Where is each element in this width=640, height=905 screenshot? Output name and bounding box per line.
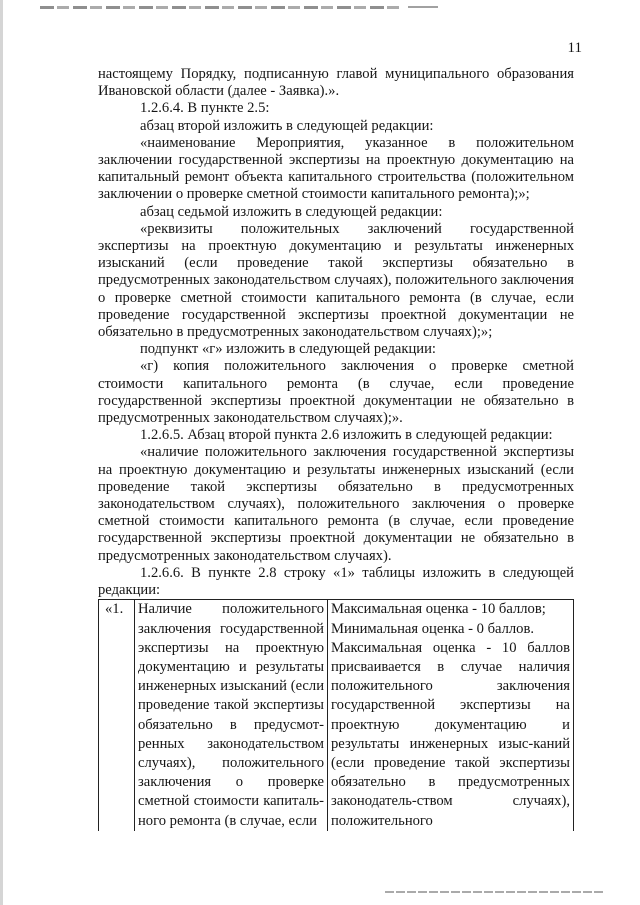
paragraph: настоящему Порядку, подписанную главой муниципального образования Ивановской области (далее - Заявка).». [98, 66, 574, 100]
paragraph: 1.2.6.6. В пункте 2.8 строку «1» таблицы изложить в следующей редакции: [98, 564, 574, 599]
paragraph: абзац второй изложить в следующей редакции: [140, 117, 434, 134]
row-number: «1. [99, 600, 135, 831]
score-min: Минимальная оценка - 0 баллов. [331, 620, 535, 637]
paragraph: 1.2.6.5. Абзац второй пункта 2.6 изложить в следующей редакции: [140, 427, 553, 444]
score-max: Максимальная оценка - 10 баллов; [331, 601, 546, 618]
paragraph: «наименование Мероприятия, указанное в положительном заключении государственной экспертизы на проектную документацию на капитальный ремонт объекта капитального строительства (положительном заключении о проверке сметной стоимости капитального ремонта);»; [98, 134, 574, 203]
paragraph: «г) копия положительного заключения о проверке сметной стоимости капитального ремонта (в случае, если проведение государственной экспертизы проектной документации не обязательно в предусмотренных законодательством случаях);». [98, 358, 574, 427]
paragraph: абзац седьмой изложить в следующей редакции: [140, 203, 443, 220]
document-body [98, 66, 574, 831]
scan-artifact-bottom [385, 891, 605, 893]
criteria-table [98, 599, 574, 830]
scan-edge-left [0, 0, 3, 905]
scan-artifact-top-short [408, 6, 438, 8]
scan-artifact-top [40, 6, 400, 9]
table-row [99, 600, 574, 831]
page-number: 11 [567, 40, 582, 56]
paragraph: «наличие положительного заключения государственной экспертизы на проектную документацию и результаты инженерных изысканий (если проведение такой экспертизы обязательно в предусмотренных законодательством случаях), положительного заключения о проверке сметной стоимости капитального ремонта (в случае, если проведение государственной экспертизы проектной документации не обязательно в предусмотренных законодательством случаях). [98, 444, 574, 564]
paragraph: «реквизиты положительных заключений государственной экспертизы на проектную документацию и результаты инженерных изысканий (если проведение такой экспертизы обязательно в предусмотренных законодательством случаях), положительного заключения о проверке сметной стоимости капитального ремонта (в случае, если проведение государственной экспертизы проектной документации не обязательно в предусмотренных законодательством случаях);»; [98, 220, 574, 341]
score-rule: Максимальная оценка - 10 баллов присваивается в случае наличия положительного заключения государственной экспертизы на проектную документацию и результаты инженерных изыс-каний (если проведение такой экспертизы обязательно в предусмотренных законодатель-ством случаях), положительного [331, 639, 570, 829]
criterion-cell: Наличие положительного заключения государственной экспертизы на проектную документацию и результаты инженерных изысканий (если проведение такой экспертизы обязательно в предусмот-ренных законодательством случаях), положительного заключения о проверке сметной стоимости капиталь-ного ремонта (в случае, если [135, 600, 328, 831]
score-cell [328, 600, 574, 831]
paragraph: подпункт «г» изложить в следующей редакции: [140, 341, 436, 358]
paragraph: 1.2.6.4. В пункте 2.5: [140, 100, 270, 117]
